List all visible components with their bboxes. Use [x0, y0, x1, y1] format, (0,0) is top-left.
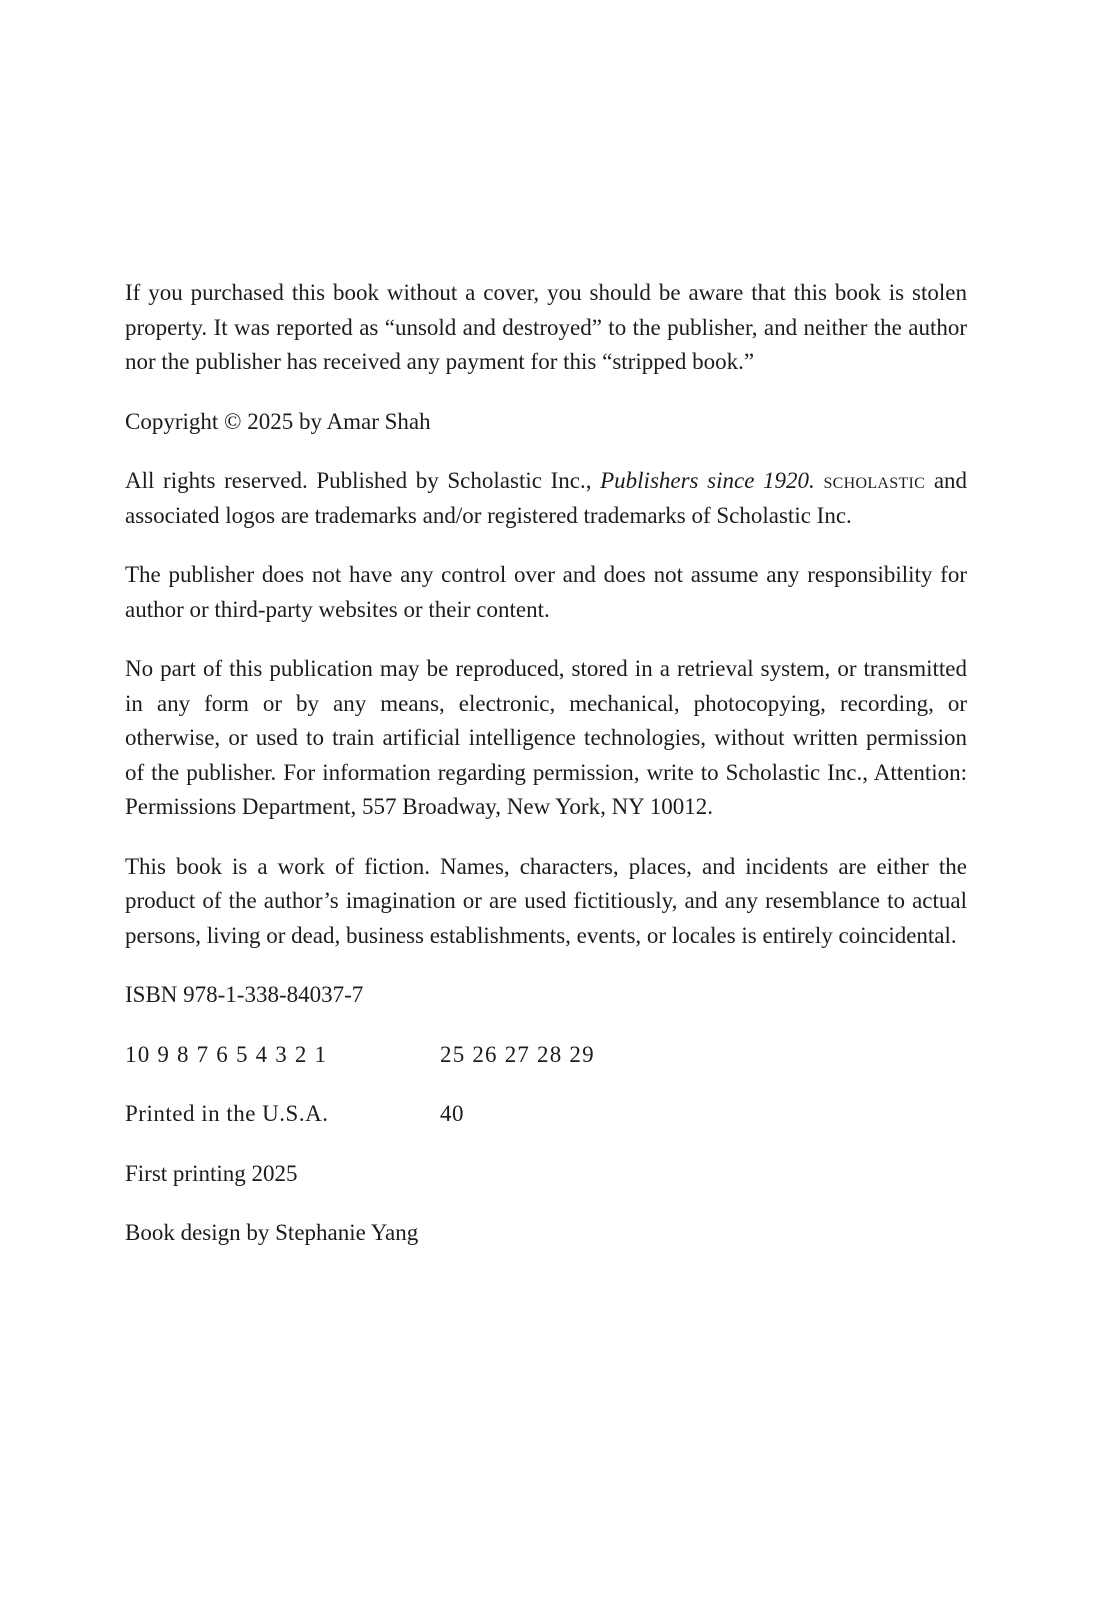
- copyright-line: Copyright © 2025 by Amar Shah: [125, 408, 431, 434]
- print-run-numbers: 10 9 8 7 6 5 4 3 2 1: [125, 1041, 328, 1067]
- printed-country: Printed in the U.S.A.: [125, 1101, 329, 1126]
- isbn-line: ISBN 978-1-338-84037-7: [125, 982, 364, 1007]
- copyright-text-block: [125, 276, 967, 1276]
- printer-code: 40: [440, 1101, 464, 1126]
- design-credit-line: Book design by Stephanie Yang: [125, 1220, 419, 1245]
- publisher-tagline: Publishers since 1920.: [600, 468, 815, 493]
- publisher-trademark: scholastic: [823, 468, 926, 493]
- reproduction-notice: No part of this publication may be reproduced, stored in a retrieval system, or transmitted in any form or by any means, electronic, mechanical, photocopying, recording, or otherwise, or used to train artificial intelligence technologies, without written permission of the publisher. For information regarding permission, write to Scholastic Inc., Attention: Permissions Department, 557 Broadway, New York, NY 10012.: [125, 656, 967, 819]
- printed-in-line: [125, 1097, 967, 1132]
- print-year-codes: 25 26 27 28 29: [440, 1041, 595, 1067]
- fiction-notice: This book is a work of fiction. Names, characters, places, and incidents are either the product of the author’s imagination or are used fictitiously, and any resemblance to actual persons, living or dead, business establishments, events, or locales is entirely coincidental.: [125, 853, 967, 948]
- rights-text-end: and associated logos are trademarks and/or registered trademarks of Scholastic Inc.: [125, 468, 968, 528]
- publisher-disclaimer: The publisher does not have any control over and does not assume any responsibility for author or third-party websites or their content.: [125, 562, 967, 622]
- first-printing-line: First printing 2025: [125, 1160, 298, 1186]
- stripped-book-notice: If you purchased this book without a cover, you should be aware that this book is stolen property. It was reported as “unsold and destroyed” to the publisher, and neither the author nor the publisher has received any payment for this “stripped book.”: [125, 280, 967, 374]
- printing-line: [125, 1038, 967, 1073]
- rights-reserved-paragraph: [125, 464, 967, 533]
- rights-text-start: All rights reserved. Published by Scholastic Inc.,: [125, 468, 592, 493]
